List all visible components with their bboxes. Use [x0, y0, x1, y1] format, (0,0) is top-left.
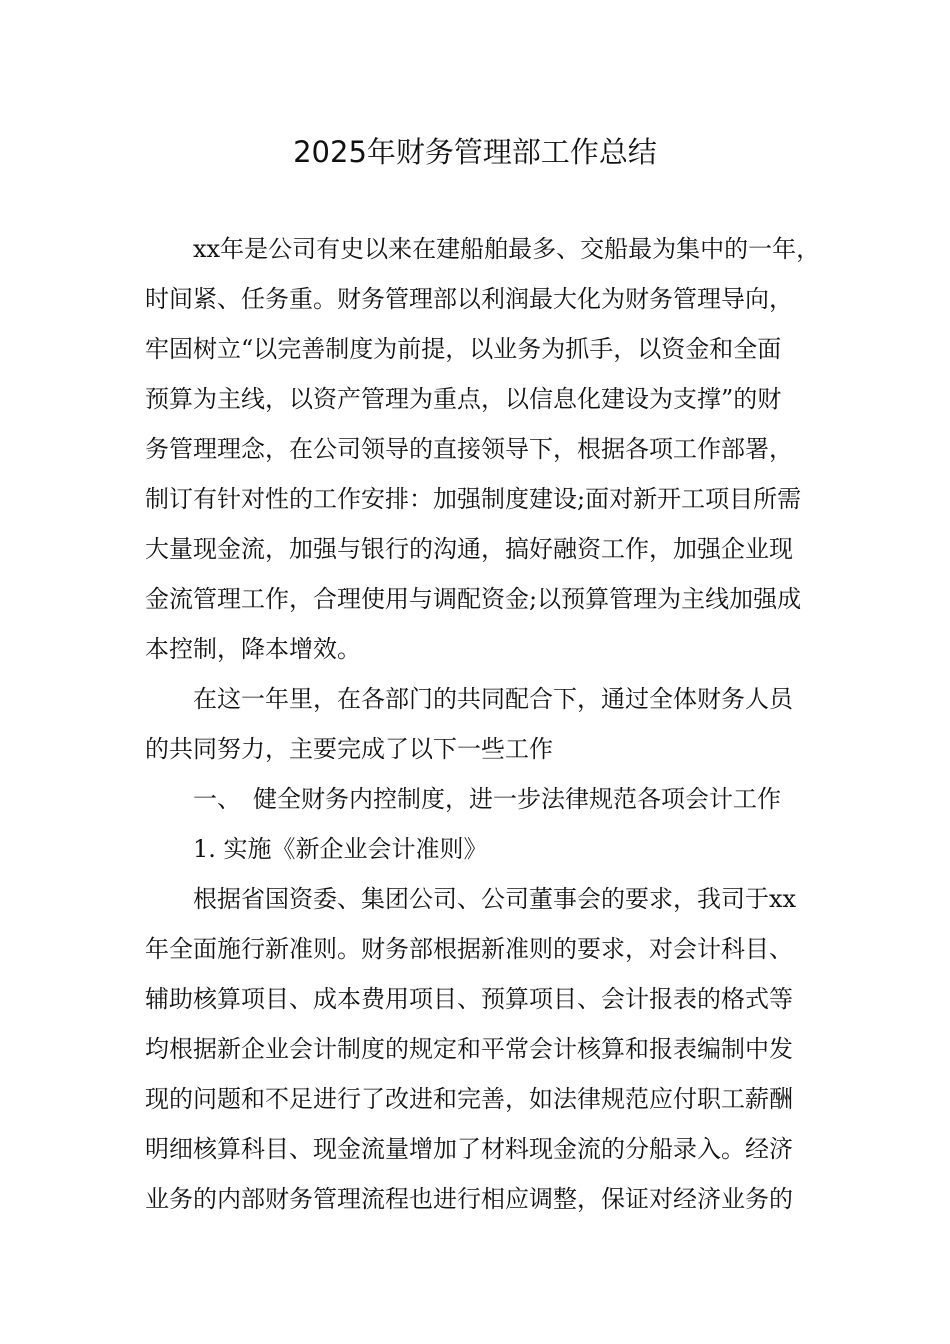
paragraph-line: 辅助核算项目、成本费用项目、预算项目、会计报表的格式等	[145, 985, 793, 1013]
paragraph-line: 业务的内部财务管理流程也进行相应调整，保证对经济业务的	[145, 1185, 793, 1213]
paragraph-line: 时间紧、任务重。财务管理部以利润最大化为财务管理导向，	[145, 285, 793, 313]
paragraph-line: 金流管理工作，合理使用与调配资金;以预算管理为主线加强成	[145, 585, 802, 613]
paragraph-line: 牢固树立“以完善制度为前提，以业务为抓手，以资金和全面	[145, 335, 782, 363]
section-number: 一、	[193, 785, 241, 813]
paragraph-line: 在这一年里，在各部门的共同配合下，通过全体财务人员	[193, 685, 793, 713]
paragraph-line: 大量现金流，加强与银行的沟通，搞好融资工作，加强企业现	[145, 535, 793, 563]
paragraph-line: 务管理理念，在公司领导的直接领导下，根据各项工作部署，	[145, 435, 793, 463]
section-heading	[193, 779, 781, 819]
paragraph-line: 年全面施行新准则。财务部根据新准则的要求，对会计科目、	[145, 935, 793, 963]
paragraph-line: 根据省国资委、集团公司、公司董事会的要求，我司于xx	[193, 885, 797, 913]
paragraph-line: 现的问题和不足进行了改进和完善，如法律规范应付职工薪酬	[145, 1085, 793, 1113]
section-heading-text: 健全财务内控制度，进一步法律规范各项会计工作	[253, 785, 781, 813]
paragraph-line: 的共同努力，主要完成了以下一些工作	[145, 735, 553, 763]
paragraph-line: 本控制，降本增效。	[145, 635, 361, 663]
paragraph-line: 预算为主线，以资产管理为重点，以信息化建设为支撑”的财	[145, 385, 782, 413]
paragraph-line: 制订有针对性的工作安排：加强制度建设;面对新开工项目所需	[145, 485, 802, 513]
paragraph-line: 明细核算科目、现金流量增加了材料现金流的分船录入。经济	[145, 1135, 793, 1163]
paragraph-line: xx年是公司有史以来在建船舶最多、交船最为集中的一年，	[193, 235, 821, 263]
subsection-heading: 1. 实施《新企业会计准则》	[193, 835, 488, 863]
paragraph-line: 均根据新企业会计制度的规定和平常会计核算和报表编制中发	[145, 1035, 793, 1063]
document-title: 2025年财务管理部工作总结	[293, 135, 657, 169]
